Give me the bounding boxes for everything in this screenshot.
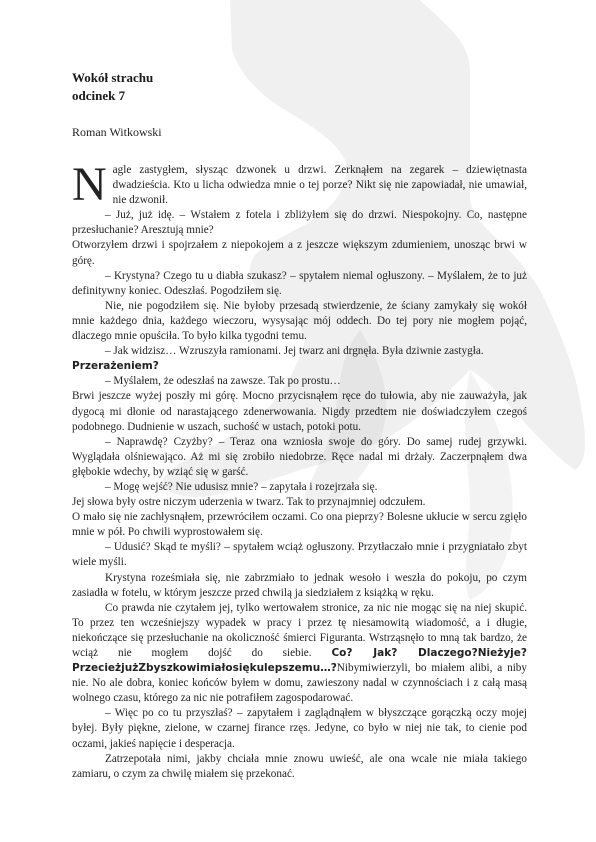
article (72, 70, 527, 782)
paragraph: Brwi jeszcze wyżej poszły mi górę. Mocno przycisnąłem ręce do tułowia, aby nie zauważyła, jak dygocą mi dłonie od narastającego zdenerwowania. Nigdy przedtem nie doświadczyłem czegoś podobnego. Dudnienie w uszach, suchość w ustach, potoki potu. (72, 390, 527, 433)
episode-subtitle: odcinek 7 (72, 88, 126, 103)
paragraph: Jej słowa były ostre niczym uderzenia w twarz. Tak to przynajmniej odczułem. (72, 496, 426, 509)
paragraph: – Mogę wejść? Nie udusisz mnie? – zapytała i rozejrzała się. (105, 480, 378, 493)
author-name: Roman Witkowski (72, 125, 162, 139)
paragraph: Przerażeniem? (72, 360, 159, 373)
paragraph: – Więc po co tu przyszłaś? – zapytałem i zaglądnąłem w błyszczące gorączką oczy mojej byłej. Były piękne, zielone, w czarnej firance rzęs. Jedyne, co było w niej nie tak, to cienie pod oczami, jakieś napięcie i desperacja. (72, 707, 527, 750)
paragraph: O mało się nie zachłysnąłem, przewróciłem oczami. Co ona pieprzy? Bolesne ukłucie w sercu zgięło mnie w pół. Po chwili wyprostowałem się. (72, 511, 527, 539)
story-body (72, 158, 527, 782)
paragraph: – Udusić? Skąd te myśli? – spytałem wciąż ogłuszony. Przytłaczało mnie i przygniatało zbyt wiele myśli. (72, 541, 527, 569)
paragraph: – Naprawdę? Czyżby? – Teraz ona wzniosła swoje do góry. Do samej rudej grzywki. Wyglądała olśniewająco. Aż mi się zrobiło niedobrze. Ręce nadal mi drżały. Zaczerpnąłem dwa głębokie wdechy, by wziąć się w garść. (72, 435, 527, 478)
paragraph: Nagle zastygłem, słysząc dzwonek u drzwi. Zerknąłem na zegarek – dziewiętnasta dwadzieścia. Kto u licha odwiedza mnie o tej porze? Nikt się nie zapowiadał, nie umawiał, nie dzwonił. (72, 158, 527, 211)
drop-cap: N (72, 158, 107, 211)
article-title: Wokół strachu (72, 70, 154, 85)
paragraph: Co prawda nie czytałem jej, tylko wertowałem stronice, za nic nie mogąc się na niej skupić. To przez ten wcześniejszy wypadek w pracy i przez tę niesamowitą wiadomość, a i długie, niekończące się przesłuchanie na okoliczność śmierci Figuranta. Wstrząsnęło to mną tak bardzo, że wciąż nie mogłem dojść do siebie. Co? Jak? Dlaczego?Nieżyje?PrzecieżjużZbyszkowimiałosiękulepszemu…?Nibymiwierzyli, bo miałem alibi, a niby nie. No ale dobra, koniec końców byłem w domu, zawieszony nadal w czynnościach i z całą masą wolnego czasu, którego za nic nie potrafiłem zagospodarować. (72, 601, 527, 705)
emphasis-text: Co? Jak? Dlaczego?Nieżyje?PrzecieżjużZbyszkowimiałosiękulepszemu…? (72, 647, 527, 675)
paragraph: – Jak widzisz… Wzruszyła ramionami. Jej twarz ani drgnęła. Była dziwnie zastygła. (105, 345, 484, 358)
paragraph: Otworzyłem drzwi i spojrzałem z niepokojem a z jeszcze większym zdumieniem, unosząc brwi w górę. (72, 239, 527, 267)
paragraph: – Krystyna? Czego tu u diabła szukasz? – spytałem niemal ogłuszony. – Myślałem, że to już definitywny koniec. Odeszłaś. Pogodziłem się. (72, 269, 527, 297)
paragraph: – Myślałem, że odeszłaś na zawsze. Tak po prostu… (105, 375, 341, 388)
paragraph: Krystyna roześmiała się, nie zabrzmiało to jednak wesoło i weszła do pokoju, po czym zasiadła w fotelu, w którym jeszcze przed chwilą ja siedziałem z książką w ręku. (72, 571, 527, 599)
paragraph: Nie, nie pogodziłem się. Nie byłoby przesadą stwierdzenie, że ściany zamykały się wokół mnie każdego dnia, każdego wieczoru, wysysając mój oddech. Do tej pory nie mogłem pojąć, dlaczego mnie opuściła. To było kilka tygodni temu. (72, 299, 527, 343)
paragraph: – Już, już idę. – Wstałem z fotela i zbliżyłem się do drzwi. Niespokojny. Co, następne przesłuchanie? Aresztują mnie? (72, 209, 527, 237)
paragraph: Zatrzepotała nimi, jakby chciała mnie znowu uwieść, ale ona wcale nie miała takiego zamiaru, o czym za chwilę miałem się przekonać. (72, 752, 527, 780)
